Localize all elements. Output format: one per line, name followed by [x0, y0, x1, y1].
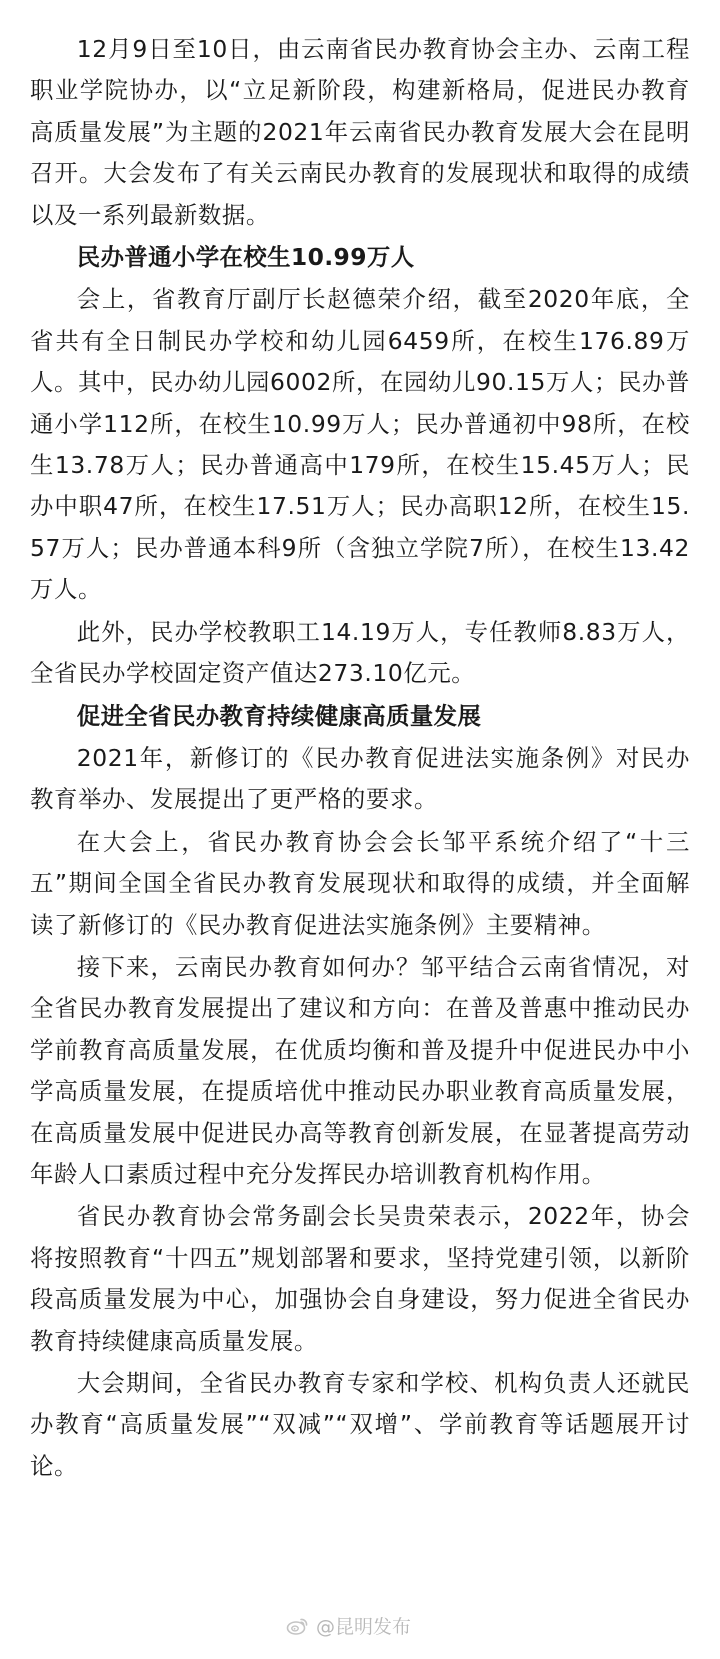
section-heading-quality-development: 促进全省民办教育持续健康高质量发展 [76, 701, 482, 730]
paragraph-association-president: 在大会上，省民办教育协会会长邹平系统介绍了“十三五”期间全国全省民办教育发展现状和取得的成绩，并全面解读了新修订的《民办教育促进法实施条例》主要精神。 [30, 827, 690, 939]
section-heading-primary-students: 民办普通小学在校生10.99万人 [76, 243, 415, 272]
paragraph-statistics: 会上，省教育厅副厅长赵德荣介绍，截至2020年底，全省共有全日制民办学校和幼儿园6459所，在校生176.89万人。其中，民办幼儿园6002所，在园幼儿90.15万人；民办普通小学112所，在校生10.99万人；民办普通初中98所，在校生13.78万人；民办普通高中179所，在校生15.45万人；民办中职47所，在校生17.51万人；民办高职12所，在校生15.57万人；民办普通本科9所（含独立学院7所），在校生13.42万人。 [30, 285, 690, 604]
paragraph-staff-assets: 此外，民办学校教职工14.19万人，专任教师8.83万人，全省民办学校固定资产值达273.10亿元。 [30, 617, 690, 688]
watermark-text: @昆明发布 [316, 1616, 412, 1638]
paragraph-regulation: 2021年，新修订的《民办教育促进法实施条例》对民办教育举办、发展提出了更严格的要求。 [30, 743, 690, 814]
paragraph-intro: 12月9日至10日，由云南省民办教育协会主办、云南工程职业学院协办，以“立足新阶段，构建新格局，促进民办教育高质量发展”为主题的2021年云南省民办教育发展大会在昆明召开。大会发布了有关云南民办教育的发展现状和取得的成绩以及一系列最新数据。 [30, 35, 690, 229]
paragraph-discussion: 大会期间，全省民办教育专家和学校、机构负责人还就民办教育“高质量发展”“双减”“双增”、学前教育等话题展开讨论。 [30, 1369, 690, 1480]
weibo-watermark [286, 1612, 411, 1639]
paragraph-vice-president: 省民办教育协会常务副会长吴贵荣表示，2022年，协会将按照教育“十四五”规划部署和要求，坚持党建引领，以新阶段高质量发展为中心，加强协会自身建设，努力促进全省民办教育持续健康高质量发展。 [30, 1202, 690, 1355]
paragraph-recommendations: 接下来，云南民办教育如何办？邹平结合云南省情况，对全省民办教育发展提出了建议和方向：在普及普惠中推动民办学前教育高质量发展，在优质均衡和普及提升中促进民办中小学高质量发展，在提质培优中推动民办职业教育高质量发展，在高质量发展中促进民办高等教育创新发展，在显著提高劳动年龄人口素质过程中充分发挥民办培训教育机构作用。 [30, 952, 690, 1188]
weibo-icon [286, 1616, 310, 1636]
article-body [30, 29, 690, 1488]
